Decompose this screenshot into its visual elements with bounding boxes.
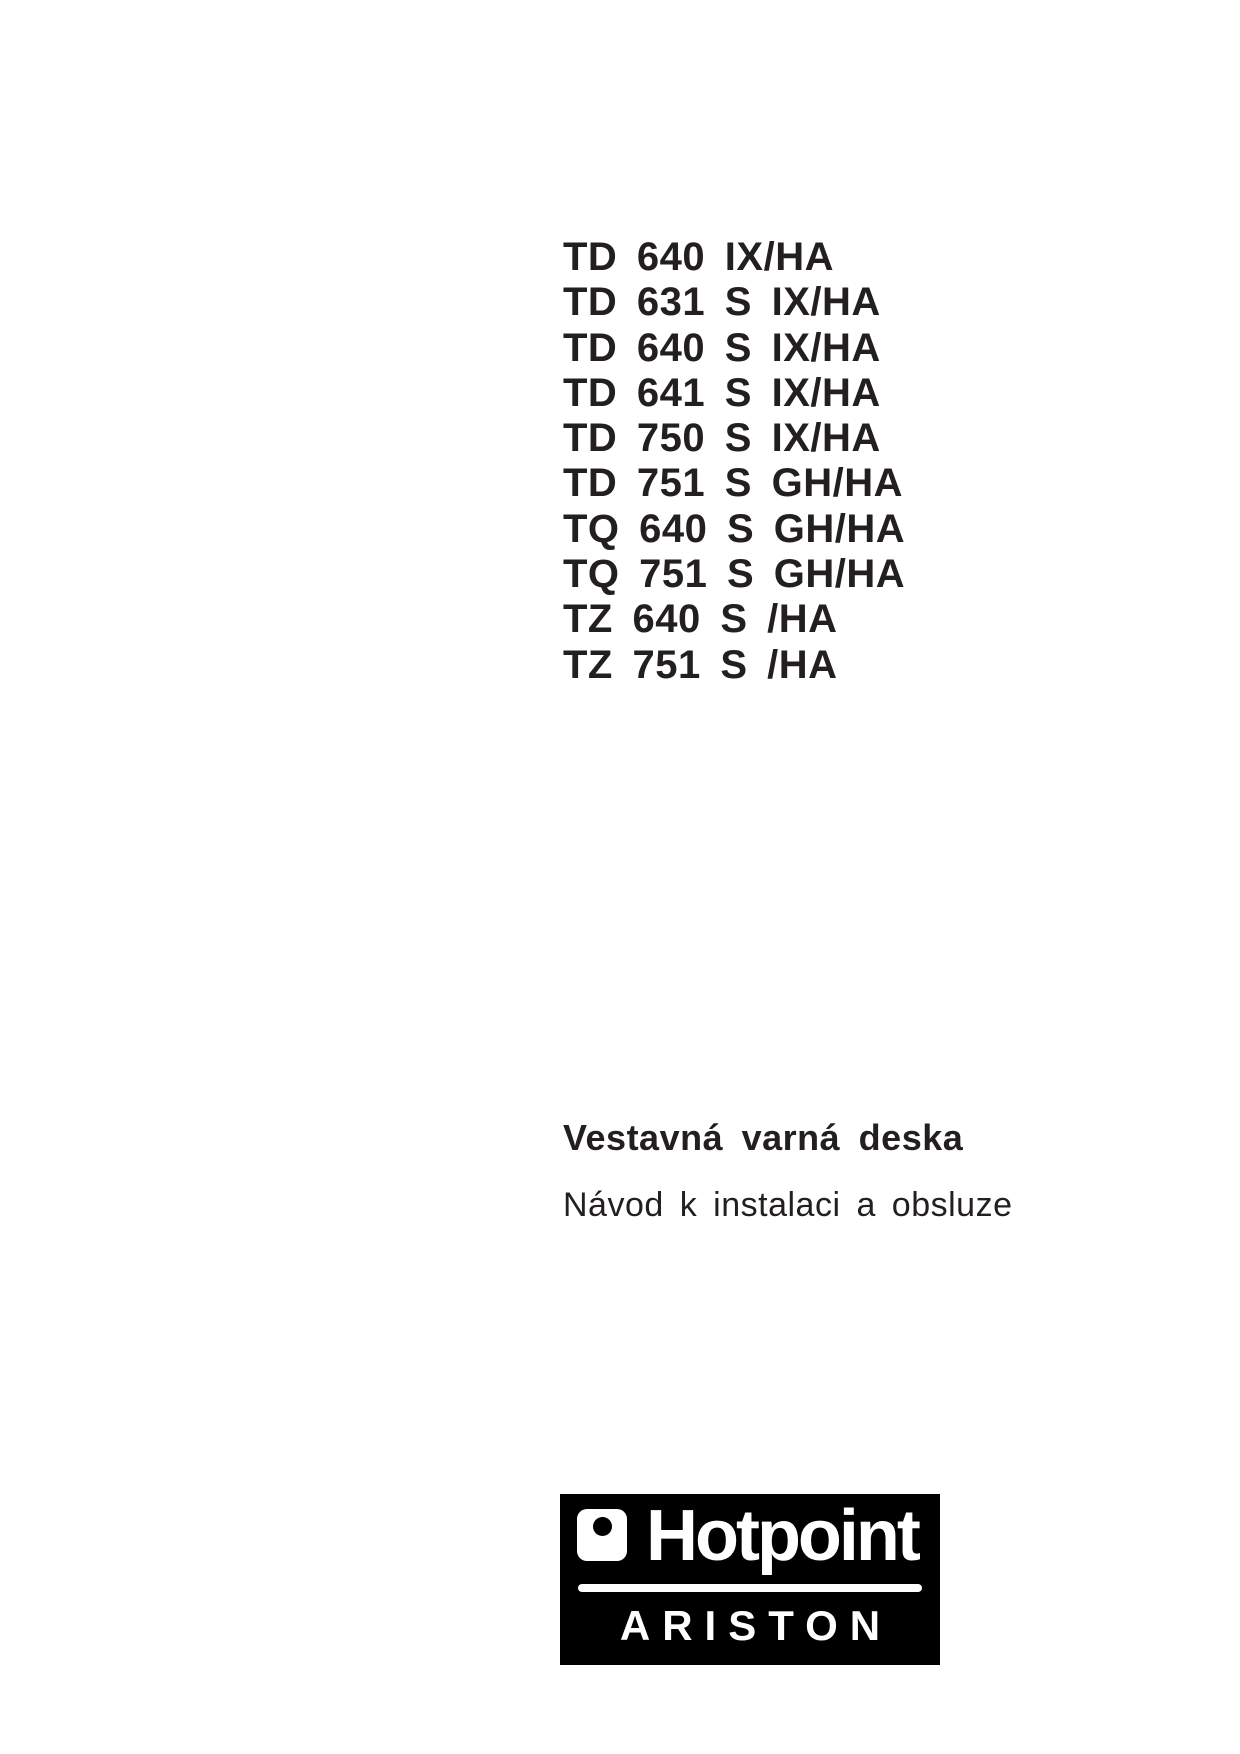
ariston-wordmark: ARISTON <box>619 1602 893 1649</box>
logo-divider-line <box>578 1584 922 1592</box>
model-number: TD 751 S GH/HA <box>563 461 903 506</box>
document-subtitle: Návod k instalaci a obsluze <box>563 1186 1013 1224</box>
document-title: Vestavná varná deska <box>563 1117 964 1158</box>
model-number: TQ 751 S GH/HA <box>563 552 906 597</box>
model-number: TD 631 S IX/HA <box>563 280 881 325</box>
hotpoint-ariston-logo <box>560 1494 940 1665</box>
model-number: TD 750 S IX/HA <box>563 416 881 461</box>
model-number: TD 641 S IX/HA <box>563 370 881 415</box>
model-number: TZ 751 S /HA <box>563 642 838 687</box>
hotpoint-dot-icon <box>593 1517 612 1536</box>
model-number: TD 640 S IX/HA <box>563 325 881 370</box>
model-number-list <box>563 235 905 688</box>
hotpoint-wordmark: Hotpoint <box>646 1496 918 1576</box>
model-number: TD 640 IX/HA <box>563 235 834 279</box>
model-number: TZ 640 S /HA <box>563 597 838 642</box>
hotpoint-square-icon <box>577 1509 627 1561</box>
model-number: TQ 640 S GH/HA <box>563 506 906 551</box>
